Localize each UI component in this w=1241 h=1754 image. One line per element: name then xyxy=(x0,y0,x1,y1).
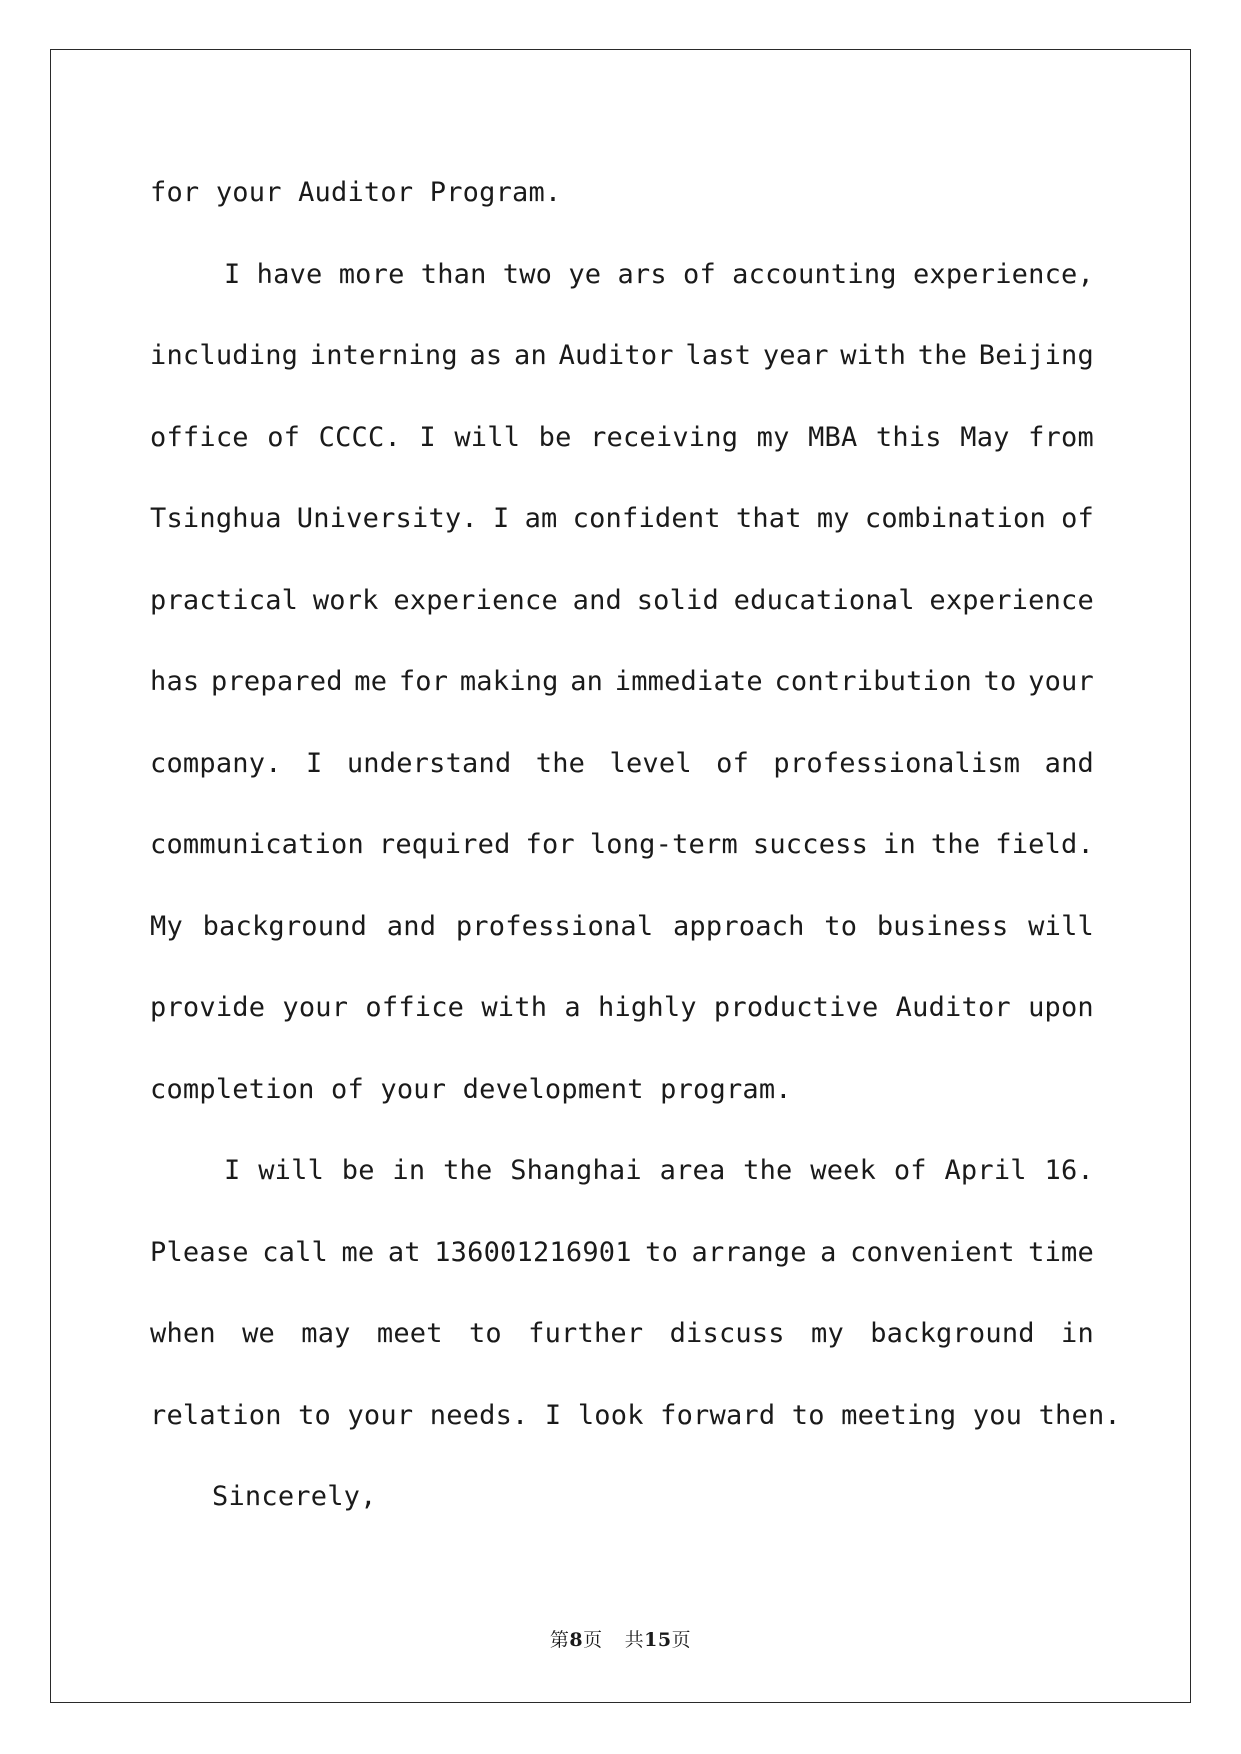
footer-prefix: 第 xyxy=(549,1629,570,1651)
text-line: for your Auditor Program. xyxy=(150,177,562,208)
footer-total-prefix: 共 xyxy=(624,1629,645,1651)
page-footer xyxy=(0,1625,1241,1652)
text-line: completion of your development program. xyxy=(150,1073,792,1105)
text-line: practical work experience and solid educational experience xyxy=(150,584,1094,616)
text-line: Please call me at 136001216901 to arrange a convenient time xyxy=(150,1236,1094,1268)
text-line: office of CCCC. I will be receiving my MBA this May from xyxy=(150,421,1094,453)
text-line: Tsinghua University. I am confident that my combination of xyxy=(150,503,1094,534)
text-line: has prepared me for making an immediate contribution to your xyxy=(150,666,1094,697)
text-line: I have more than two ye ars of accounting experience, xyxy=(224,258,1094,290)
text-line: My background and professional approach to business will xyxy=(150,910,1094,942)
footer-total-suffix: 页 xyxy=(671,1629,692,1651)
text-line: communication required for long-term success in the field. xyxy=(150,829,1094,860)
document-body xyxy=(150,152,1121,1538)
text-line: including interning as an Auditor last year with the Beijing xyxy=(150,340,1094,371)
text-line: relation to your needs. I look forward to meeting you then. xyxy=(150,1399,1121,1431)
total-pages: 15 xyxy=(644,1629,672,1651)
text-line: I will be in the Shanghai area the week of April 16. xyxy=(224,1155,1094,1186)
footer-page-suffix: 页 xyxy=(583,1629,603,1651)
text-line: provide your office with a highly productive Auditor upon xyxy=(150,992,1094,1023)
text-line: company. I understand the level of professionalism and xyxy=(150,747,1094,779)
text-line: Sincerely, xyxy=(212,1481,377,1512)
page-number: 8 xyxy=(569,1629,584,1651)
text-line: when we may meet to further discuss my background in xyxy=(150,1318,1094,1349)
